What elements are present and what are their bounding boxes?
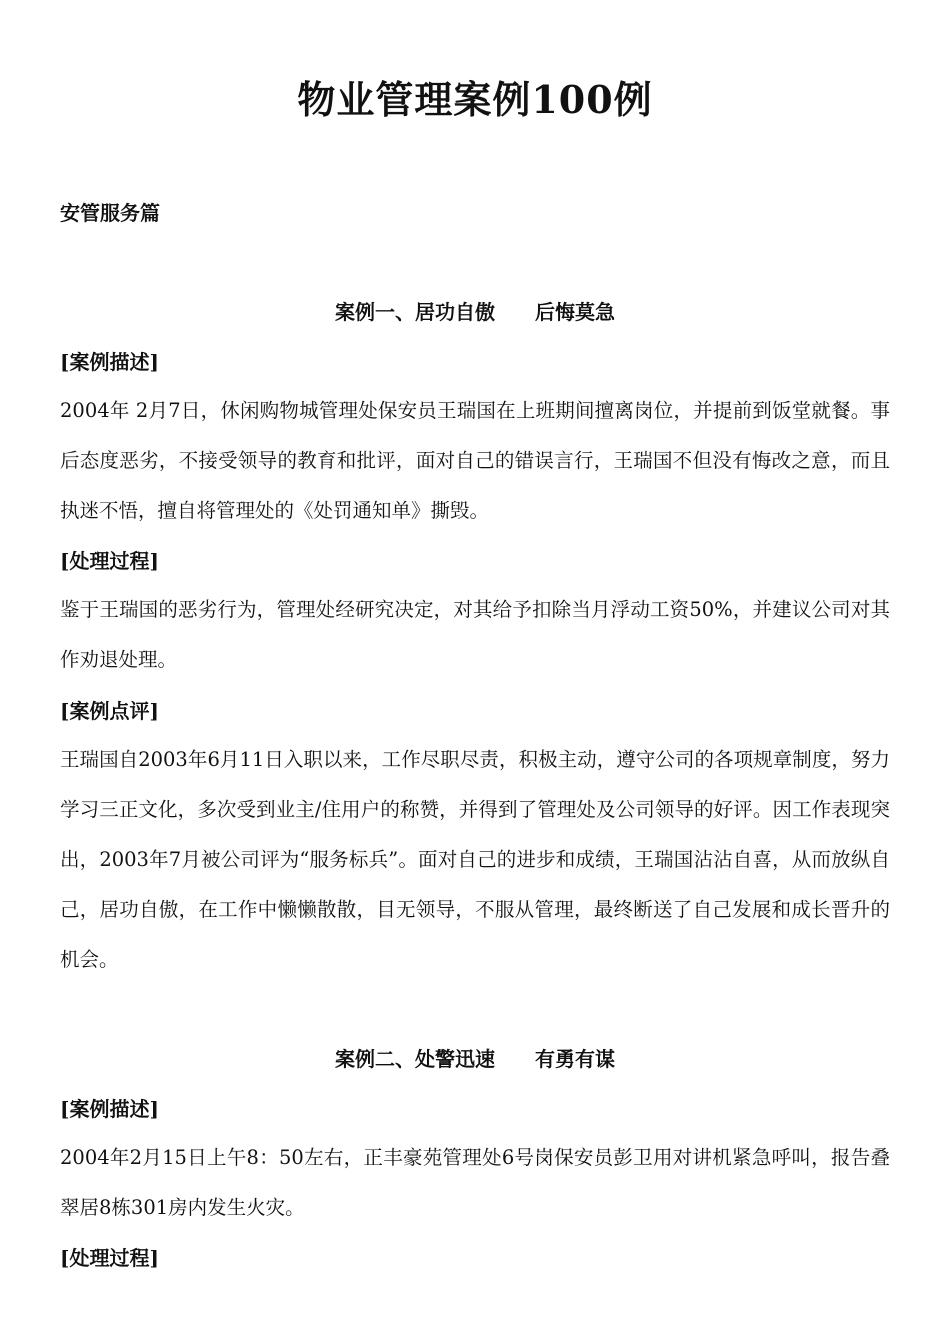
case2-description-heading: [案例描述] (60, 1097, 159, 1121)
case2-title: 案例二、处警迅速 有勇有谋 (335, 1047, 615, 1071)
case1-process-heading: [处理过程] (60, 549, 159, 573)
section-heading: 安管服务篇 (60, 201, 160, 225)
case1-process-text: 鉴于王瑞国的恶劣行为，管理处经研究决定，对其给予扣除当月浮动工资50%，并建议公司对其作劝退处理。 (60, 598, 890, 671)
case1-title: 案例一、居功自傲 后悔莫急 (335, 300, 615, 324)
case1-description-text: 2004年 2月7日，休闲购物城管理处保安员王瑞国在上班期间擅离岗位，并提前到饭堂就餐。事后态度恶劣，不接受领导的教育和批评，面对自己的错误言行，王瑞国不但没有悔改之意，而且执迷不悟，擅自将管理处的《处罚通知单》撕毁。 (60, 399, 890, 522)
document-title: 物业管理案例100例 (297, 77, 653, 122)
case2-process-heading: [处理过程] (60, 1246, 159, 1270)
case1-review-text: 王瑞国自2003年6月11日入职以来，工作尽职尽责，积极主动，遵守公司的各项规章制度，努力学习三正文化，多次受到业主/住用户的称赞，并得到了管理处及公司领导的好评。因工作表现突出，2003年7月被公司评为“服务标兵”。面对自己的进步和成绩，王瑞国沾沾自喜，从而放纵自己，居功自傲，在工作中懒懒散散，目无领导，不服从管理，最终断送了自己发展和成长晋升的机会。 (60, 748, 890, 971)
case1-review-heading: [案例点评] (60, 699, 159, 723)
case2-description-text: 2004年2月15日上午8：50左右，正丰豪苑管理处6号岗保安员彭卫用对讲机紧急呼叫，报告叠翠居8栋301房内发生火灾。 (60, 1146, 890, 1219)
case1-description-heading: [案例描述] (60, 350, 159, 374)
